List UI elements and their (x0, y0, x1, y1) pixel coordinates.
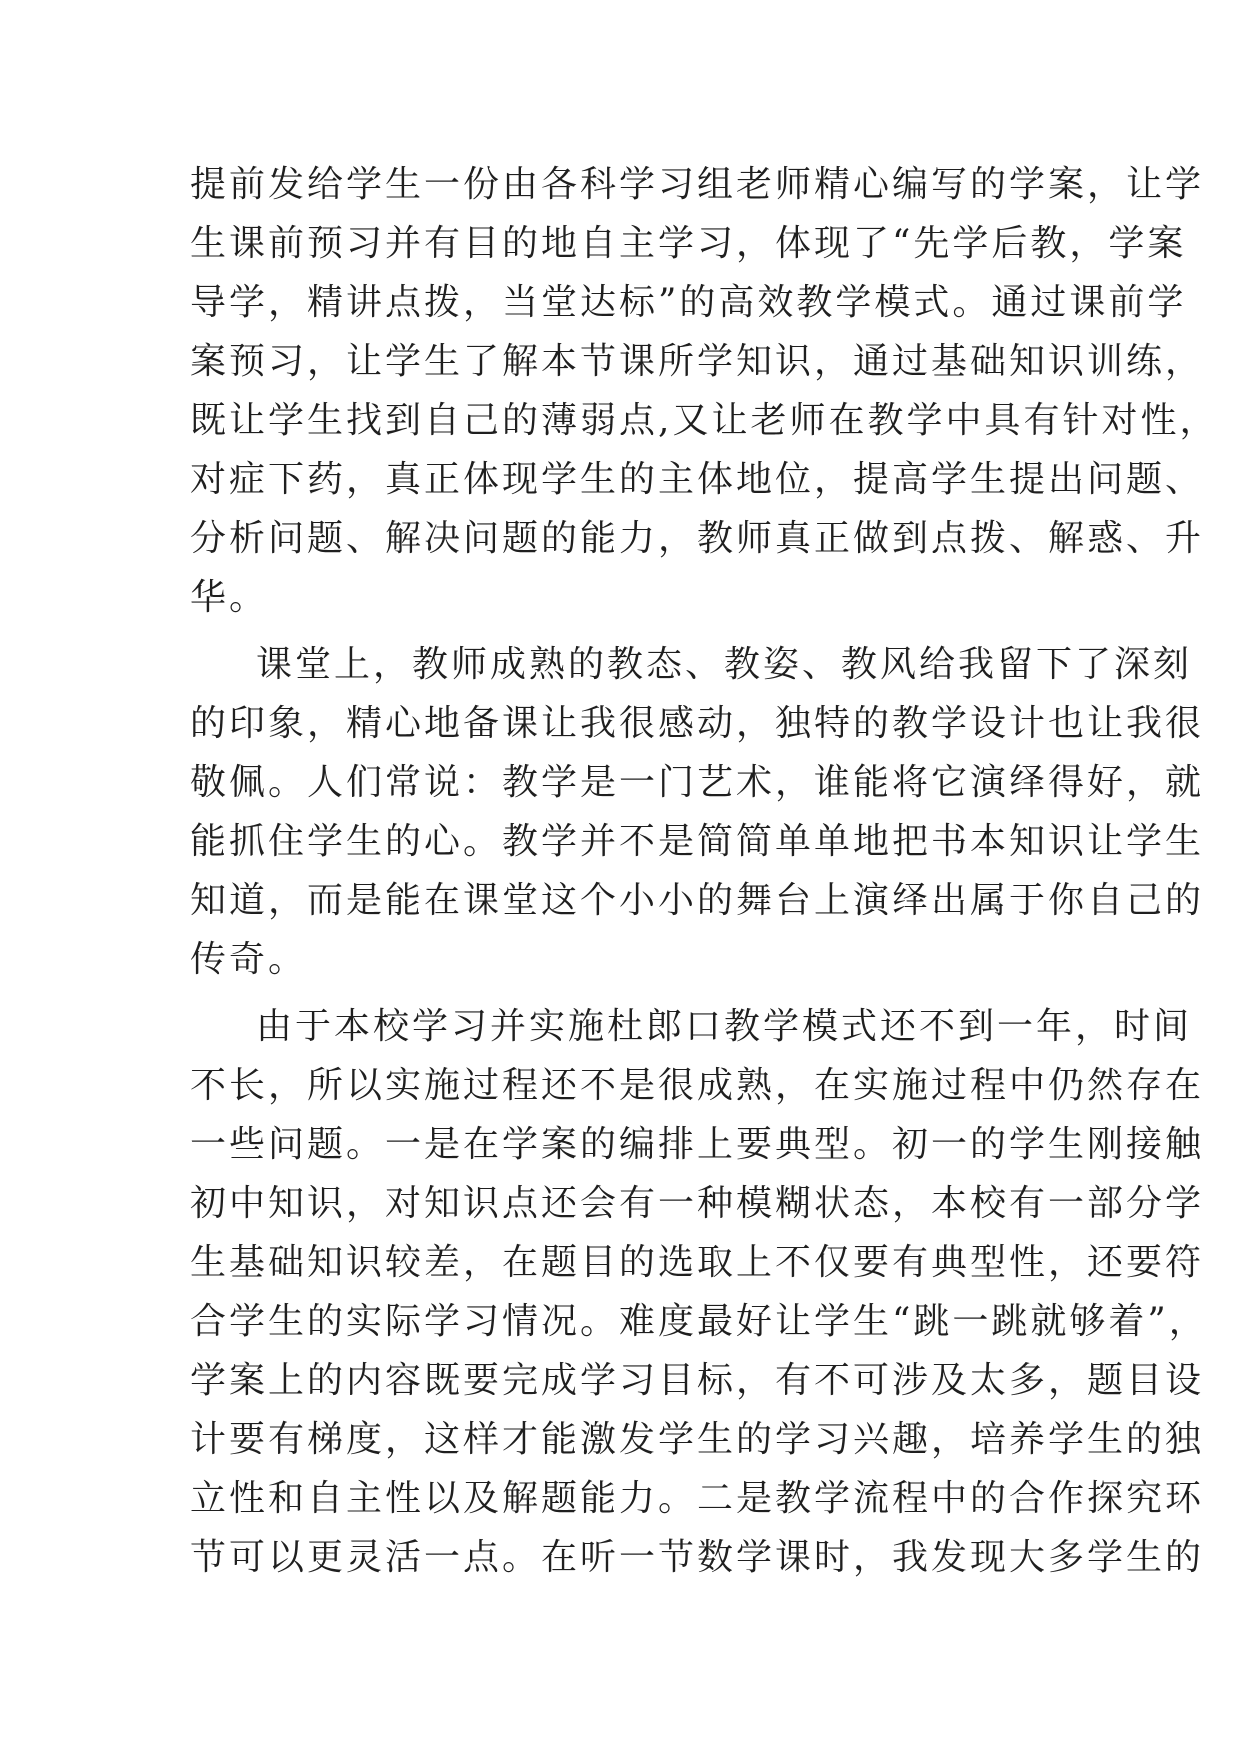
text-line: 学案上的内容既要完成学习目标，有不可涉及太多，题目设 (190, 1360, 1205, 1401)
text-line: 由于本校学习并实施杜郎口教学模式还不到一年，时间 (256, 1006, 1193, 1047)
text-line: 初中知识，对知识点还会有一种模糊状态，本校有一部分学 (190, 1183, 1205, 1224)
paragraph-1 (190, 155, 1219, 627)
text-line: 课堂上，教师成熟的教态、教姿、教风给我留下了深刻 (256, 644, 1193, 685)
paragraph-spacer (190, 989, 1070, 997)
paragraph-spacer (190, 627, 1070, 635)
text-line: 导学，精讲点拨，当堂达标”的高效教学模式。通过课前学 (190, 282, 1187, 323)
text-line: 节可以更灵活一点。在听一节数学课时，我发现大多学生的 (190, 1537, 1205, 1578)
text-line: 不长，所以实施过程还不是很成熟，在实施过程中仍然存在 (190, 1065, 1205, 1106)
text-line: 提前发给学生一份由各科学习组老师精心编写的学案，让学 (190, 164, 1205, 205)
text-line: 合学生的实际学习情况。难度最好让学生“跳一跳就够着”， (190, 1301, 1208, 1342)
text-line: 分析问题、解决问题的能力，教师真正做到点拨、解惑、升 (190, 518, 1205, 559)
text-line: 计要有梯度，这样才能激发学生的学习兴趣，培养学生的独 (190, 1419, 1205, 1460)
text-line: 立性和自主性以及解题能力。二是教学流程中的合作探究环 (190, 1478, 1205, 1519)
text-line: 知道，而是能在课堂这个小小的舞台上演绎出属于你自己的 (190, 880, 1205, 921)
text-line: 既让学生找到自己的薄弱点,又让老师在教学中具有针对性， (190, 400, 1219, 441)
text-line: 华。 (190, 577, 269, 618)
text-line: 对症下药，真正体现学生的主体地位，提高学生提出问题、 (190, 459, 1205, 500)
text-line: 案预习，让学生了解本节课所学知识，通过基础知识训练， (190, 341, 1205, 382)
document-body (190, 155, 1219, 1587)
paragraph-3 (190, 997, 1208, 1587)
text-line: 生课前预习并有目的地自主学习，体现了“先学后教，学案 (190, 223, 1187, 264)
text-line: 敬佩。人们常说：教学是一门艺术，谁能将它演绎得好，就 (190, 762, 1205, 803)
paragraph-2 (190, 635, 1205, 989)
text-line: 能抓住学生的心。教学并不是简简单单地把书本知识让学生 (190, 821, 1205, 862)
text-line: 传奇。 (190, 939, 308, 980)
text-line: 一些问题。一是在学案的编排上要典型。初一的学生刚接触 (190, 1124, 1205, 1165)
text-line: 的印象，精心地备课让我很感动，独特的教学设计也让我很 (190, 703, 1205, 744)
text-line: 生基础知识较差，在题目的选取上不仅要有典型性，还要符 (190, 1242, 1205, 1283)
